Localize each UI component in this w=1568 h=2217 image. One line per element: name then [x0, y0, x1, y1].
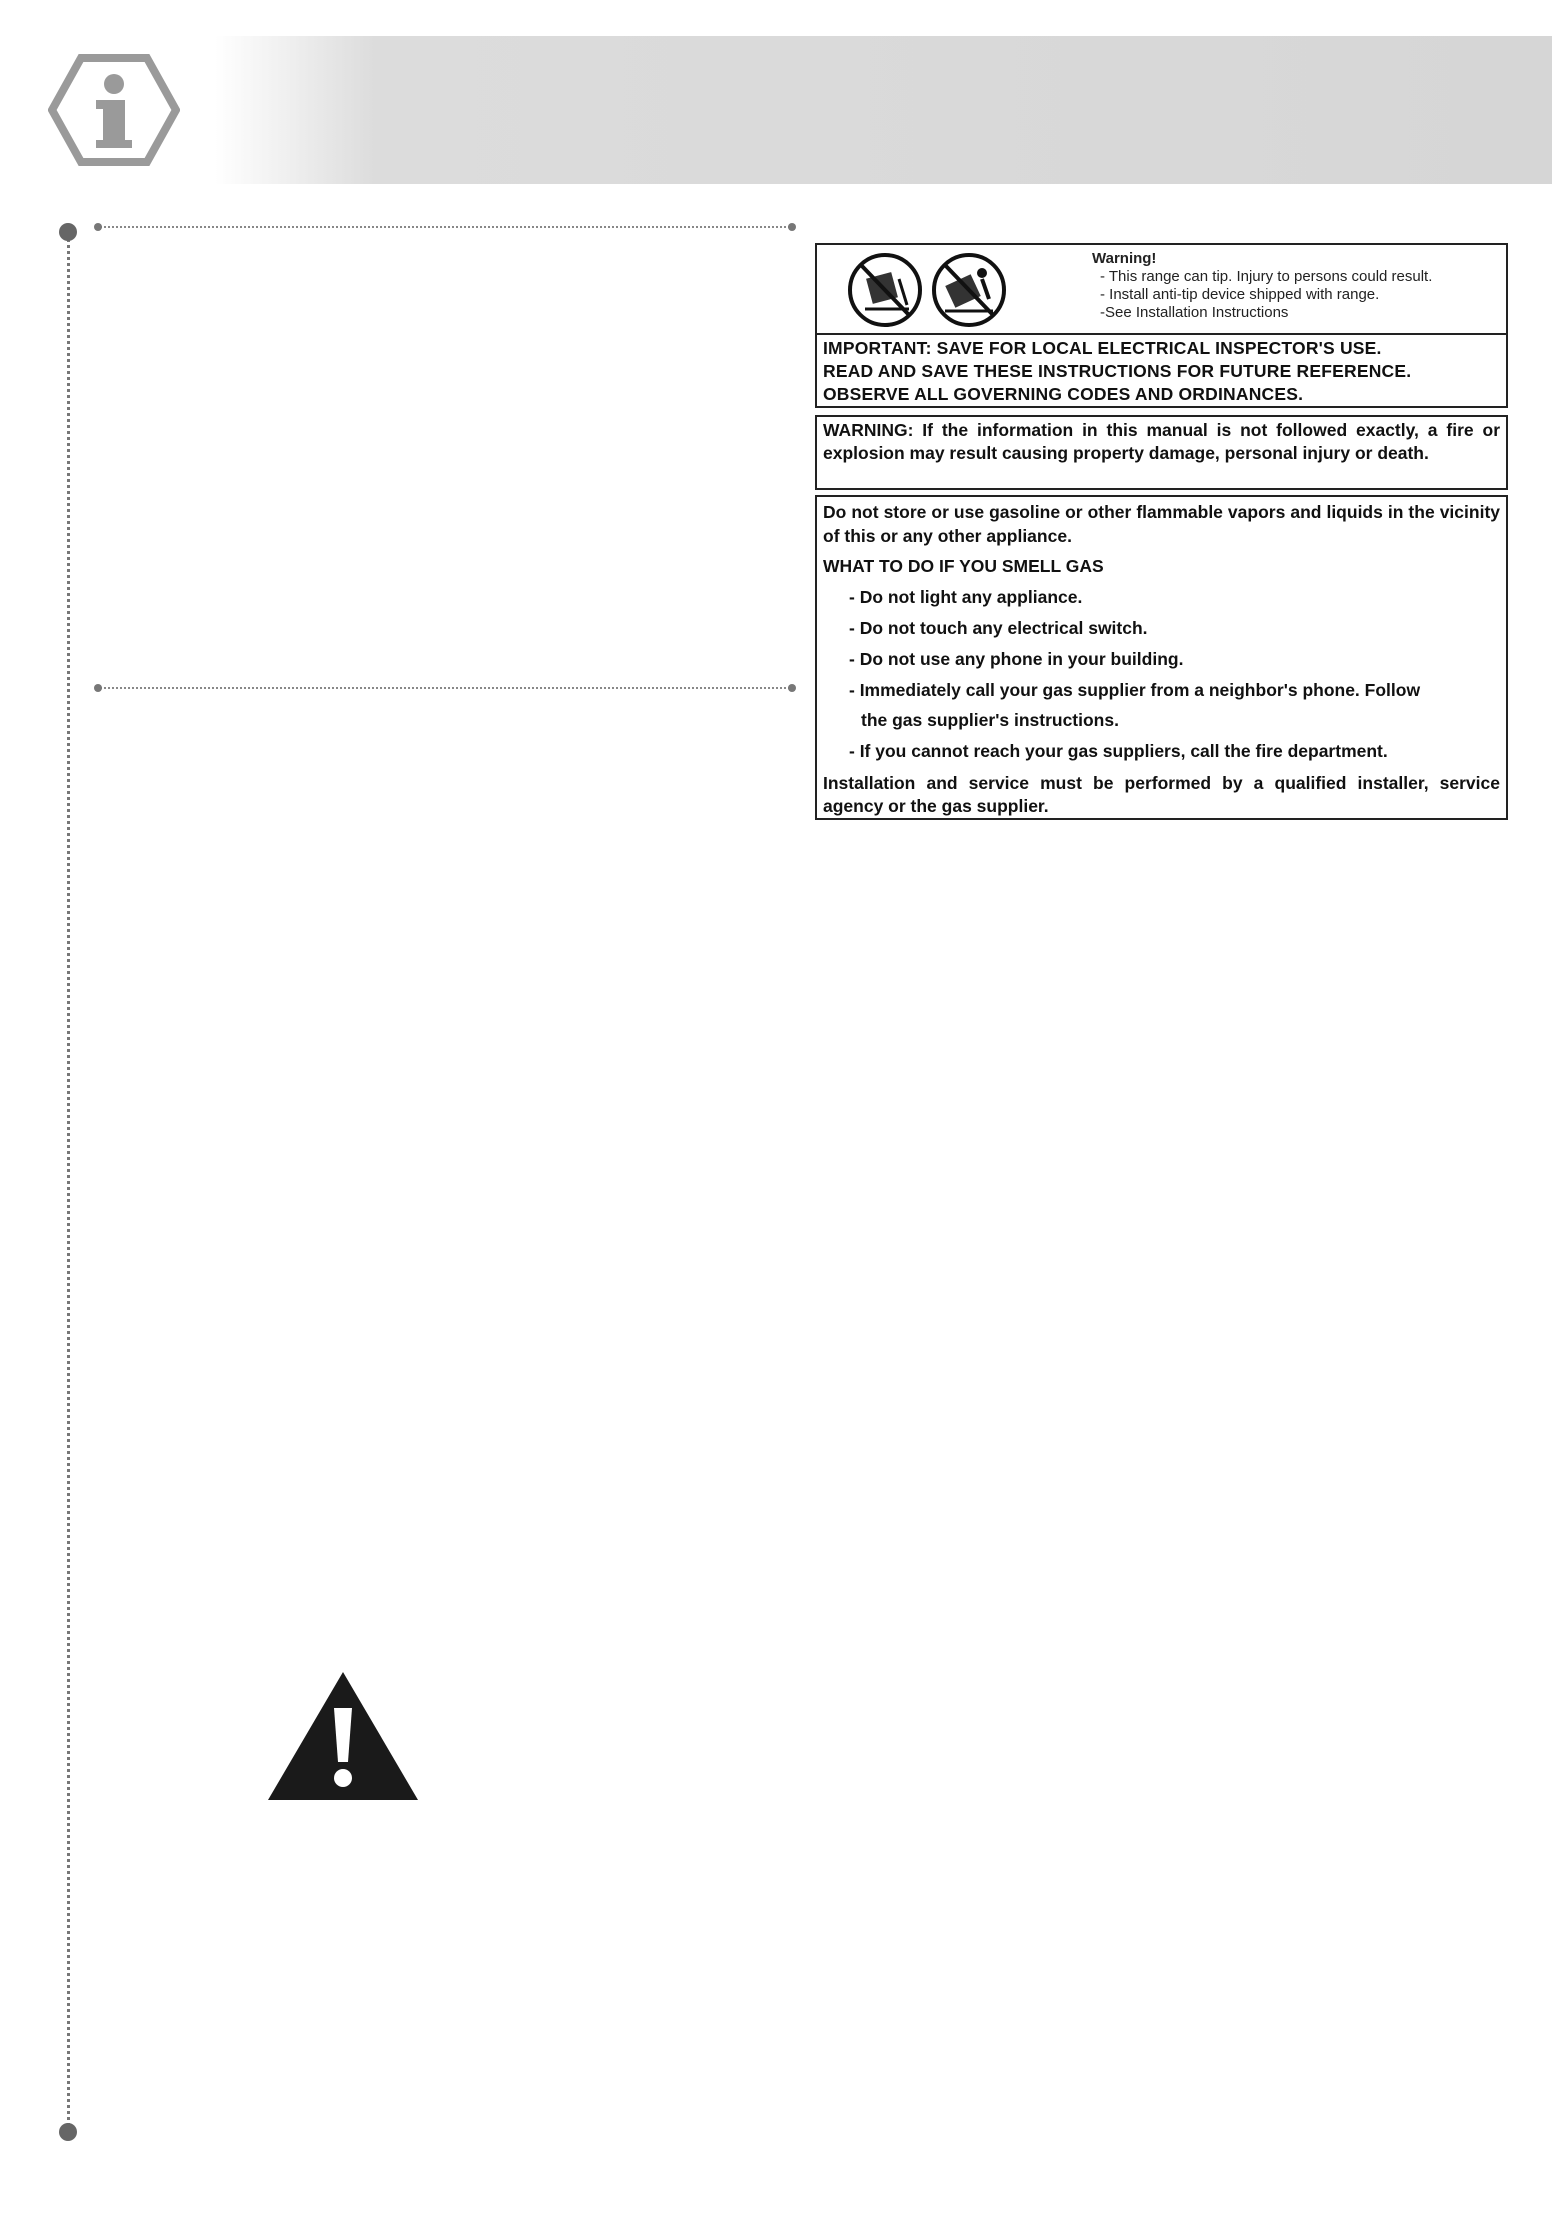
important-notice-box — [815, 333, 1508, 408]
list-item — [823, 678, 1500, 732]
header-band — [215, 36, 1552, 184]
important-line: OBSERVE ALL GOVERNING CODES AND ORDINANCES. — [823, 384, 1304, 404]
gas-closing: Installation and service must be performed by a qualified installer, service agency or the gas supplier. — [823, 773, 1500, 816]
tip-warning-title: Warning! — [1092, 250, 1157, 267]
gas-safety-box — [815, 495, 1508, 820]
tip-warning-line: - This range can tip. Injury to persons could result. — [1100, 268, 1433, 285]
dotted-rail — [67, 232, 70, 2132]
tip-hazard-icons — [847, 249, 1022, 331]
tip-warning-line: - Install anti-tip device shipped with range. — [1100, 286, 1380, 303]
rail-dot-top — [59, 223, 77, 241]
list-item: - If you cannot reach your gas suppliers, call the fire department. — [849, 741, 1388, 761]
gas-intro: Do not store or use gasoline or other flammable vapors and liquids in the vicinity of this or any other appliance. — [823, 502, 1500, 546]
list-item: - Do not use any phone in your building. — [849, 649, 1184, 669]
tip-warning-text — [1092, 250, 1432, 322]
important-line: READ AND SAVE THESE INSTRUCTIONS FOR FUTURE REFERENCE. — [823, 361, 1412, 381]
list-item-text: - Immediately call your gas supplier from a neighbor's phone. Follow — [849, 680, 1421, 700]
important-line: IMPORTANT: SAVE FOR LOCAL ELECTRICAL INSPECTOR'S USE. — [823, 338, 1382, 358]
no-tip-range-icon — [850, 255, 920, 325]
list-item-continuation: the gas supplier's instructions. — [861, 710, 1119, 730]
list-item: - Do not light any appliance. — [849, 587, 1083, 607]
list-item: - Do not touch any electrical switch. — [849, 618, 1148, 638]
no-climb-range-icon — [934, 255, 1004, 325]
caution-triangle-icon — [266, 1670, 420, 1802]
fire-explosion-warning-box — [815, 415, 1508, 490]
warning-text: WARNING: If the information in this manual is not followed exactly, a fire or explosion may result causing property damage, personal injury or death. — [823, 420, 1500, 463]
tip-over-warning-box — [815, 243, 1508, 335]
gas-instructions-list — [823, 585, 1500, 763]
info-icon — [48, 52, 180, 168]
rail-dot-bottom — [59, 2123, 77, 2141]
gas-heading: WHAT TO DO IF YOU SMELL GAS — [823, 556, 1104, 576]
tip-warning-line: -See Installation Instructions — [1100, 304, 1289, 321]
dotted-rule — [100, 687, 790, 689]
dotted-rule — [100, 226, 790, 228]
